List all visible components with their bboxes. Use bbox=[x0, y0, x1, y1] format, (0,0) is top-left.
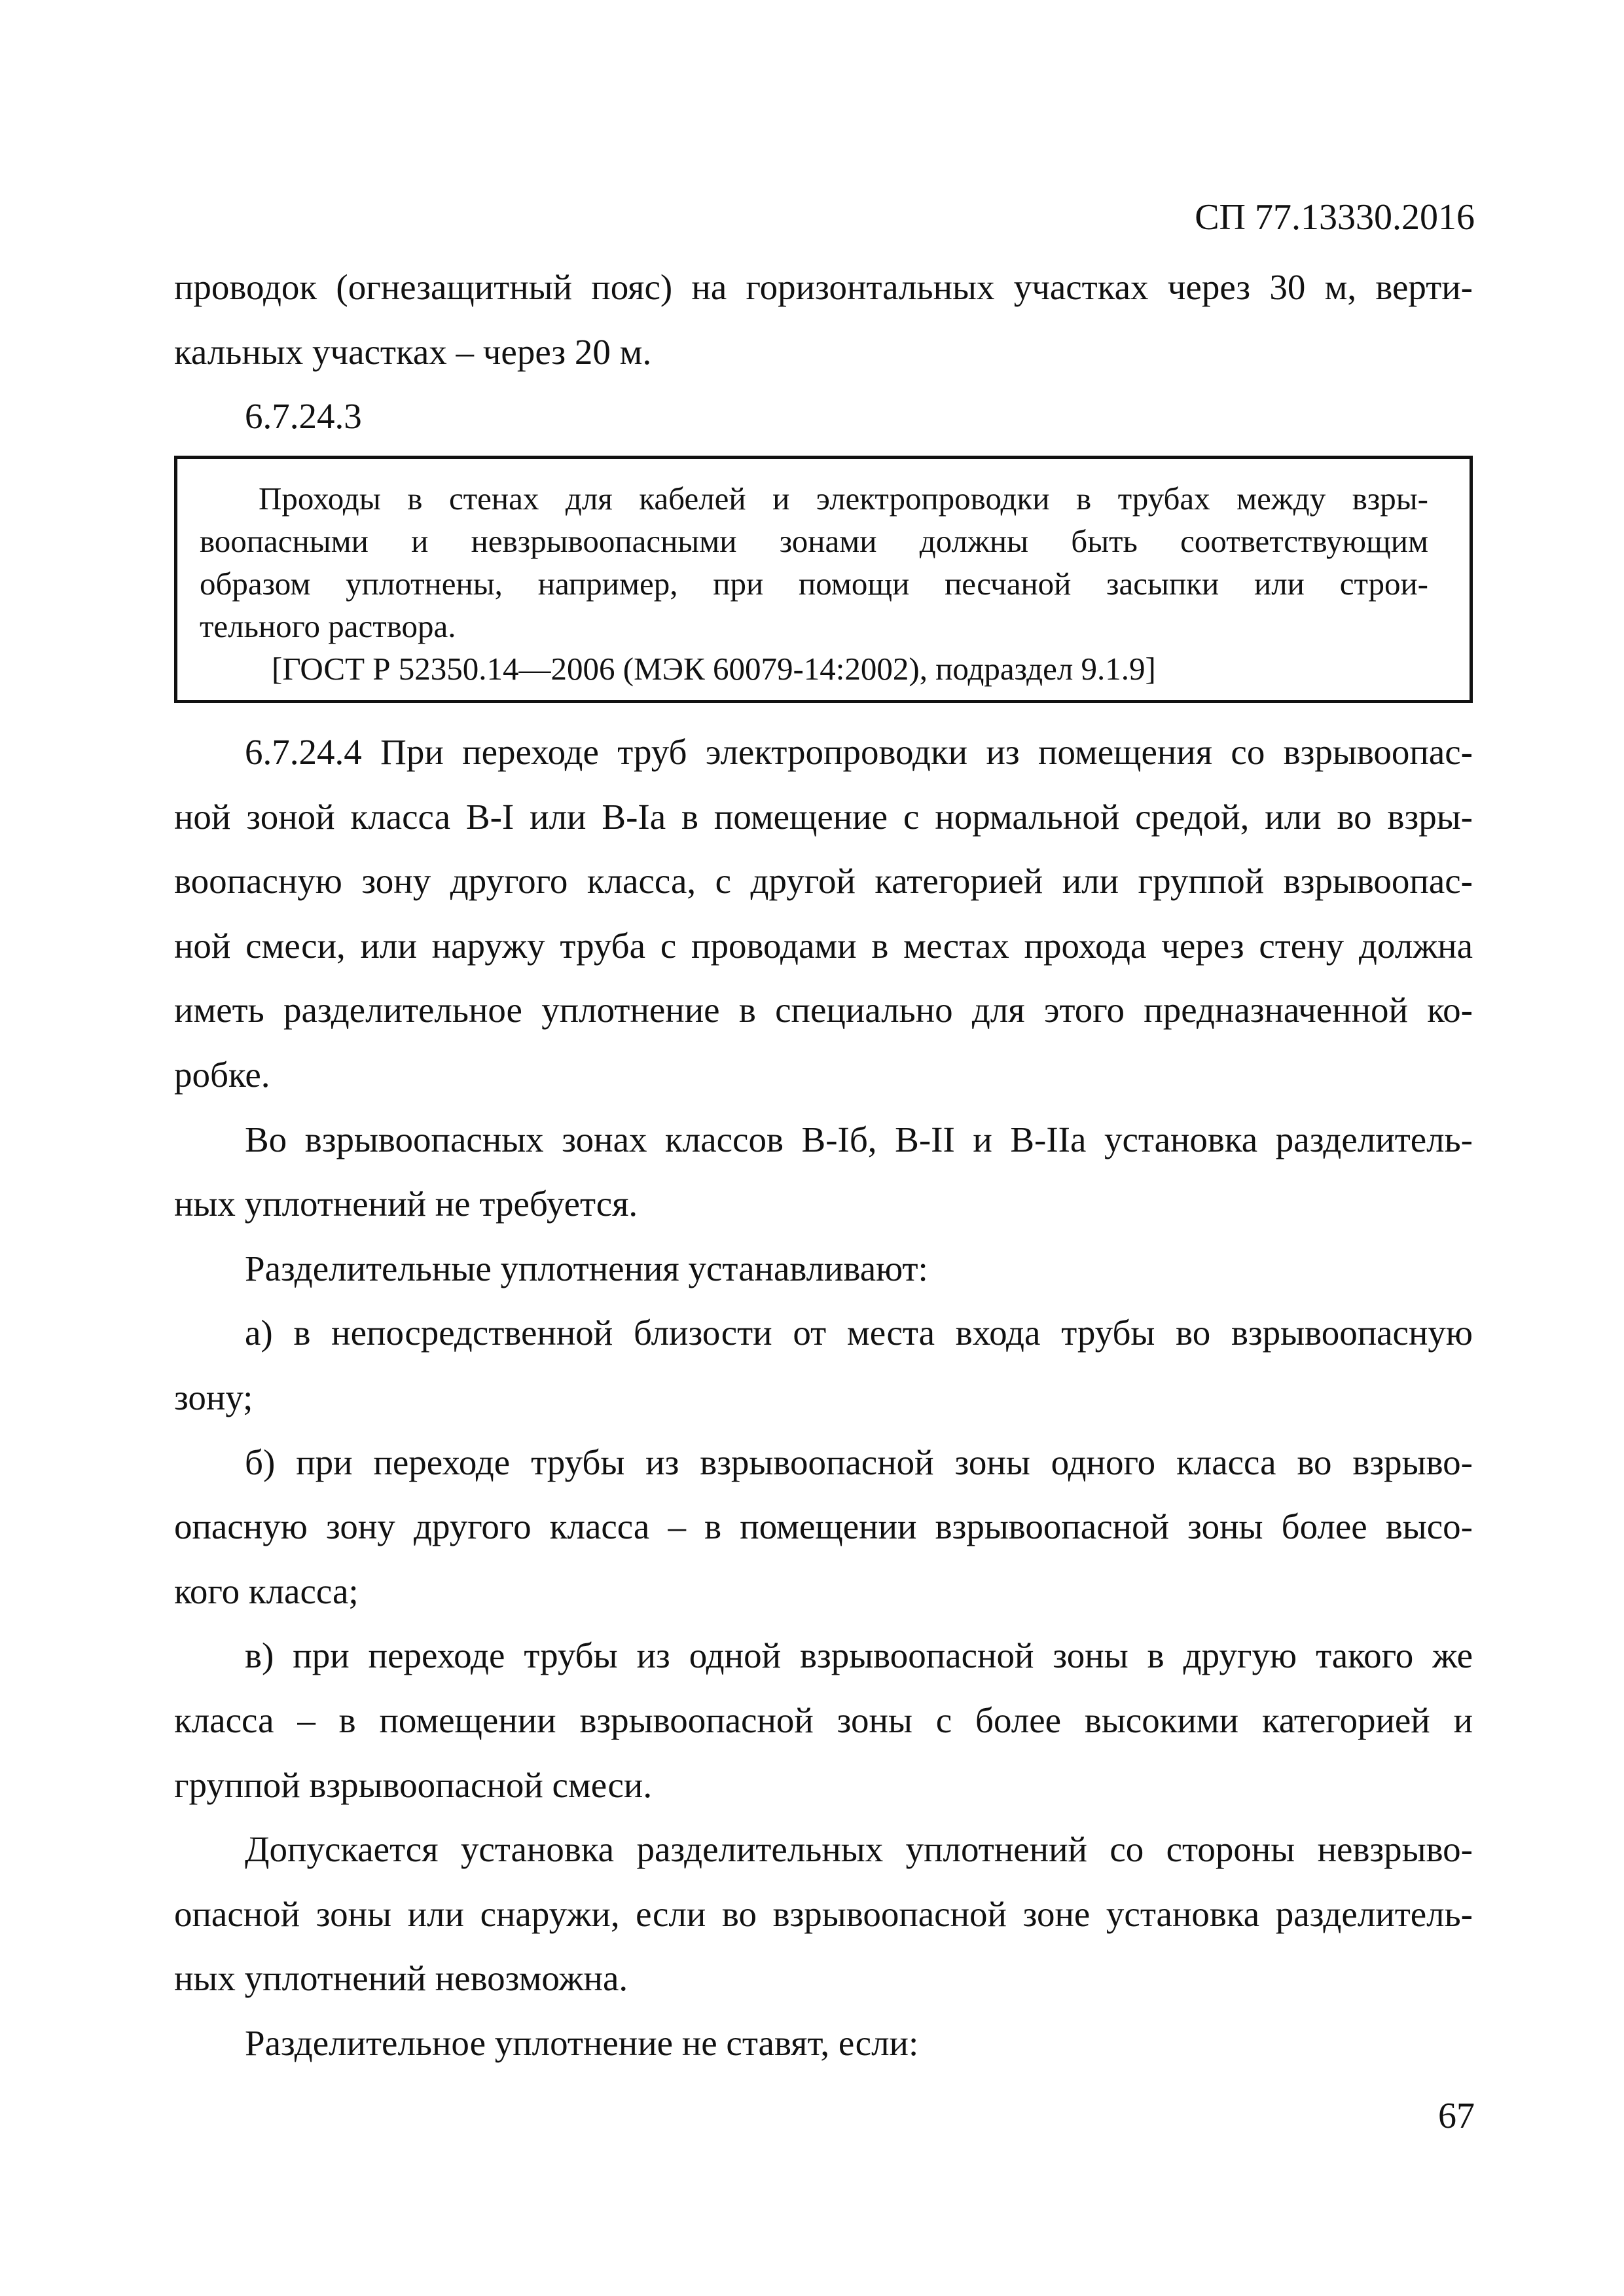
paragraph bbox=[174, 1237, 1473, 1302]
text-line: зону; bbox=[174, 1377, 253, 1417]
quote-line: Проходы в стенах для кабелей и электропроводки в трубах между взры- bbox=[259, 481, 1428, 517]
quote-line: воопасными и невзрывоопасными зонами должны быть соответствующим bbox=[200, 523, 1428, 559]
text-line: Допускается установка разделительных уплотнений со стороны невзрыво- bbox=[245, 1829, 1473, 1870]
text-line: а) в непосредственной близости от места входа трубы во взрывоопасную bbox=[245, 1313, 1473, 1353]
text-line: класса – в помещении взрывоопасной зоны с более высокими категорией и bbox=[174, 1700, 1473, 1740]
text-line: опасную зону другого класса – в помещении взрывоопасной зоны более высо- bbox=[174, 1506, 1473, 1547]
text-line: б) при переходе трубы из взрывоопасной зоны одного класса во взрыво- bbox=[245, 1442, 1473, 1482]
text-line: ной зоной класса В-I или В-Iа в помещение с нормальной средой, или во взры- bbox=[174, 796, 1473, 837]
paragraph bbox=[174, 1301, 1473, 1430]
paragraph bbox=[174, 2011, 1473, 2076]
quote-line: образом уплотнены, например, при помощи песчаной засыпки или строи- bbox=[200, 566, 1428, 602]
text-line: ной смеси, или наружу труба с проводами в местах прохода через стену должна bbox=[174, 925, 1473, 966]
text-line: Разделительные уплотнения устанавливают: bbox=[245, 1248, 928, 1288]
quoted-standard-box bbox=[174, 456, 1473, 703]
paragraph bbox=[174, 720, 1473, 1108]
text-line: робке. bbox=[174, 1054, 270, 1095]
text-line: в) при переходе трубы из одной взрывоопасной зоны в другую такого же bbox=[245, 1635, 1473, 1676]
page-number: 67 bbox=[1438, 2096, 1475, 2136]
text-line: кальных участках – через 20 м. bbox=[174, 331, 652, 372]
text-line: 6.7.24.4 При переходе труб электропроводки из помещения со взрывоопас- bbox=[245, 732, 1473, 772]
paragraph bbox=[174, 1108, 1473, 1237]
text-line: воопасную зону другого класса, с другой категорией или группой взрывоопас- bbox=[174, 861, 1473, 902]
paragraph bbox=[174, 1817, 1473, 2011]
main-text bbox=[174, 720, 1473, 2075]
text-line: ных уплотнений невозможна. bbox=[174, 1958, 628, 1999]
text-line: опасной зоны или снаружи, если во взрывоопасной зоне установка разделитель- bbox=[174, 1893, 1473, 1934]
text-line: иметь разделительное уплотнение в специально для этого предназначенной ко- bbox=[174, 990, 1473, 1030]
quote-reference: [ГОСТ Р 52350.14—2006 (МЭК 60079-14:2002), подраздел 9.1.9] bbox=[272, 651, 1156, 687]
text-line: Разделительное уплотнение не ставят, если: bbox=[245, 2022, 919, 2063]
text-line: проводок (огнезащитный пояс) на горизонтальных участках через 30 м, верти- bbox=[174, 267, 1473, 307]
document-code-header: СП 77.13330.2016 bbox=[1195, 197, 1475, 238]
text-line: 6.7.24.3 bbox=[245, 396, 362, 437]
paragraph bbox=[174, 255, 1473, 384]
paragraph bbox=[174, 1430, 1473, 1624]
paragraph bbox=[174, 1624, 1473, 1817]
text-line: кого класса; bbox=[174, 1571, 359, 1611]
text-line: ных уплотнений не требуется. bbox=[174, 1184, 638, 1224]
top-text bbox=[174, 255, 1473, 449]
text-line: группой взрывоопасной смеси. bbox=[174, 1764, 653, 1805]
text-line: Во взрывоопасных зонах классов В-Iб, В-II и В-IIа установка разделитель- bbox=[245, 1119, 1473, 1159]
quote-line: тельного раствора. bbox=[200, 608, 456, 644]
paragraph bbox=[174, 384, 1473, 449]
